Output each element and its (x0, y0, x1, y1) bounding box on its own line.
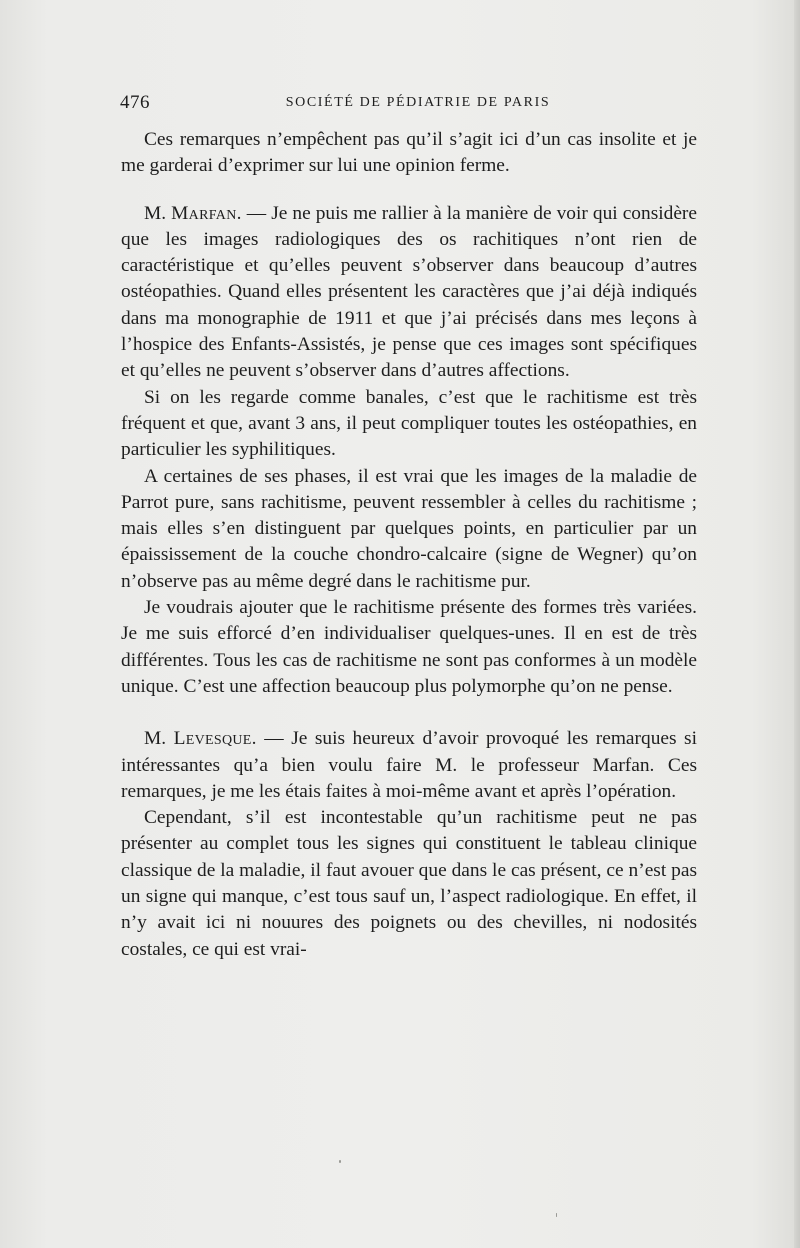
page-header (120, 92, 698, 118)
paragraph-2-text: — Je ne puis me rallier à la manière de voir qui considère que les images radiologiques des os rachitiques n’ont rien de caractéristique et qu’elles peuvent s’observer dans beaucoup d’autres ostéopathies. Quand elles présentent les caractères que j’ai déjà indiqués dans ma monographie de 1911 et que j’ai précisés dans mes leçons à l’hospice des Enfants-Assistés, je pense que ces images sont spécifiques et qu’elles ne peuvent s’observer dans d’autres affections. (121, 202, 697, 382)
page-edge-shadow (794, 0, 800, 1248)
page-number: 476 (120, 92, 150, 113)
paragraph-1-text: Ces remarques n’empêchent pas qu’il s’agit ici d’un cas insolite et je me garderai d’exprimer sur lui une opinion ferme. (121, 129, 697, 177)
paragraph-5 (121, 595, 697, 700)
paragraph-4-text: A certaines de ses phases, il est vrai que les images de la maladie de Parrot pure, sans rachitisme, peuvent ressembler à celles du rachitisme ; mais elles s’en distinguent par quelques points, en particulier par un épaississement de la couche chondro-calcaire (signe de Wegner) qu’on n’observe pas au même degré dans le rachitisme pur. (121, 465, 697, 592)
speaker-name-levesque: Levesque. (173, 728, 257, 750)
paragraph-7-text: Cependant, s’il est incontestable qu’un rachitisme peut ne pas présenter au complet tous les signes qui constituent le tableau clinique classique de la maladie, il faut avouer que dans le cas présent, ce n’est pas un signe qui manque, c’est tous sauf un, l’aspect radiologique. En effet, il n’y avait ici ni nouures des poignets ou des chevilles, ni nodosités costales, ce qui est vrai- (121, 807, 697, 960)
paragraph-3 (121, 385, 697, 464)
paragraph-1 (121, 127, 697, 180)
paragraph-4 (121, 464, 697, 595)
paragraph-5-text: Je voudrais ajouter que le rachitisme présente des formes très variées. Je me suis efforcé d’en individualiser quelques-unes. Il en est de très différentes. Tous les cas de rachitisme ne sont pas conformes à un modèle unique. C’est une affection beaucoup plus polymorphe qu’on ne pense. (121, 597, 697, 697)
speaker-name-marfan: Marfan. (171, 202, 242, 224)
paragraph-6 (121, 726, 697, 805)
paragraph-2 (121, 201, 697, 385)
running-title: SOCIÉTÉ DE PÉDIATRIE DE PARIS (285, 95, 551, 110)
paragraph-7 (121, 805, 697, 963)
scan-speck (556, 1213, 557, 1217)
paragraph-6-text: — Je suis heureux d’avoir provoqué les remarques si intéressantes qu’a bien voulu faire M. le professeur Marfan. Ces remarques, je me les étais faites à moi-même avant et après l’opération. (121, 728, 697, 802)
paragraph-3-text: Si on les regarde comme banales, c’est que le rachitisme est très fréquent et que, avant 3 ans, il peut compliquer toutes les ostéopathies, en particulier les syphilitiques. (121, 386, 697, 461)
scan-speck (339, 1160, 341, 1163)
paragraph-2-lead: M. (144, 202, 167, 224)
body-text (121, 127, 697, 963)
paragraph-6-lead: M. (144, 728, 167, 750)
